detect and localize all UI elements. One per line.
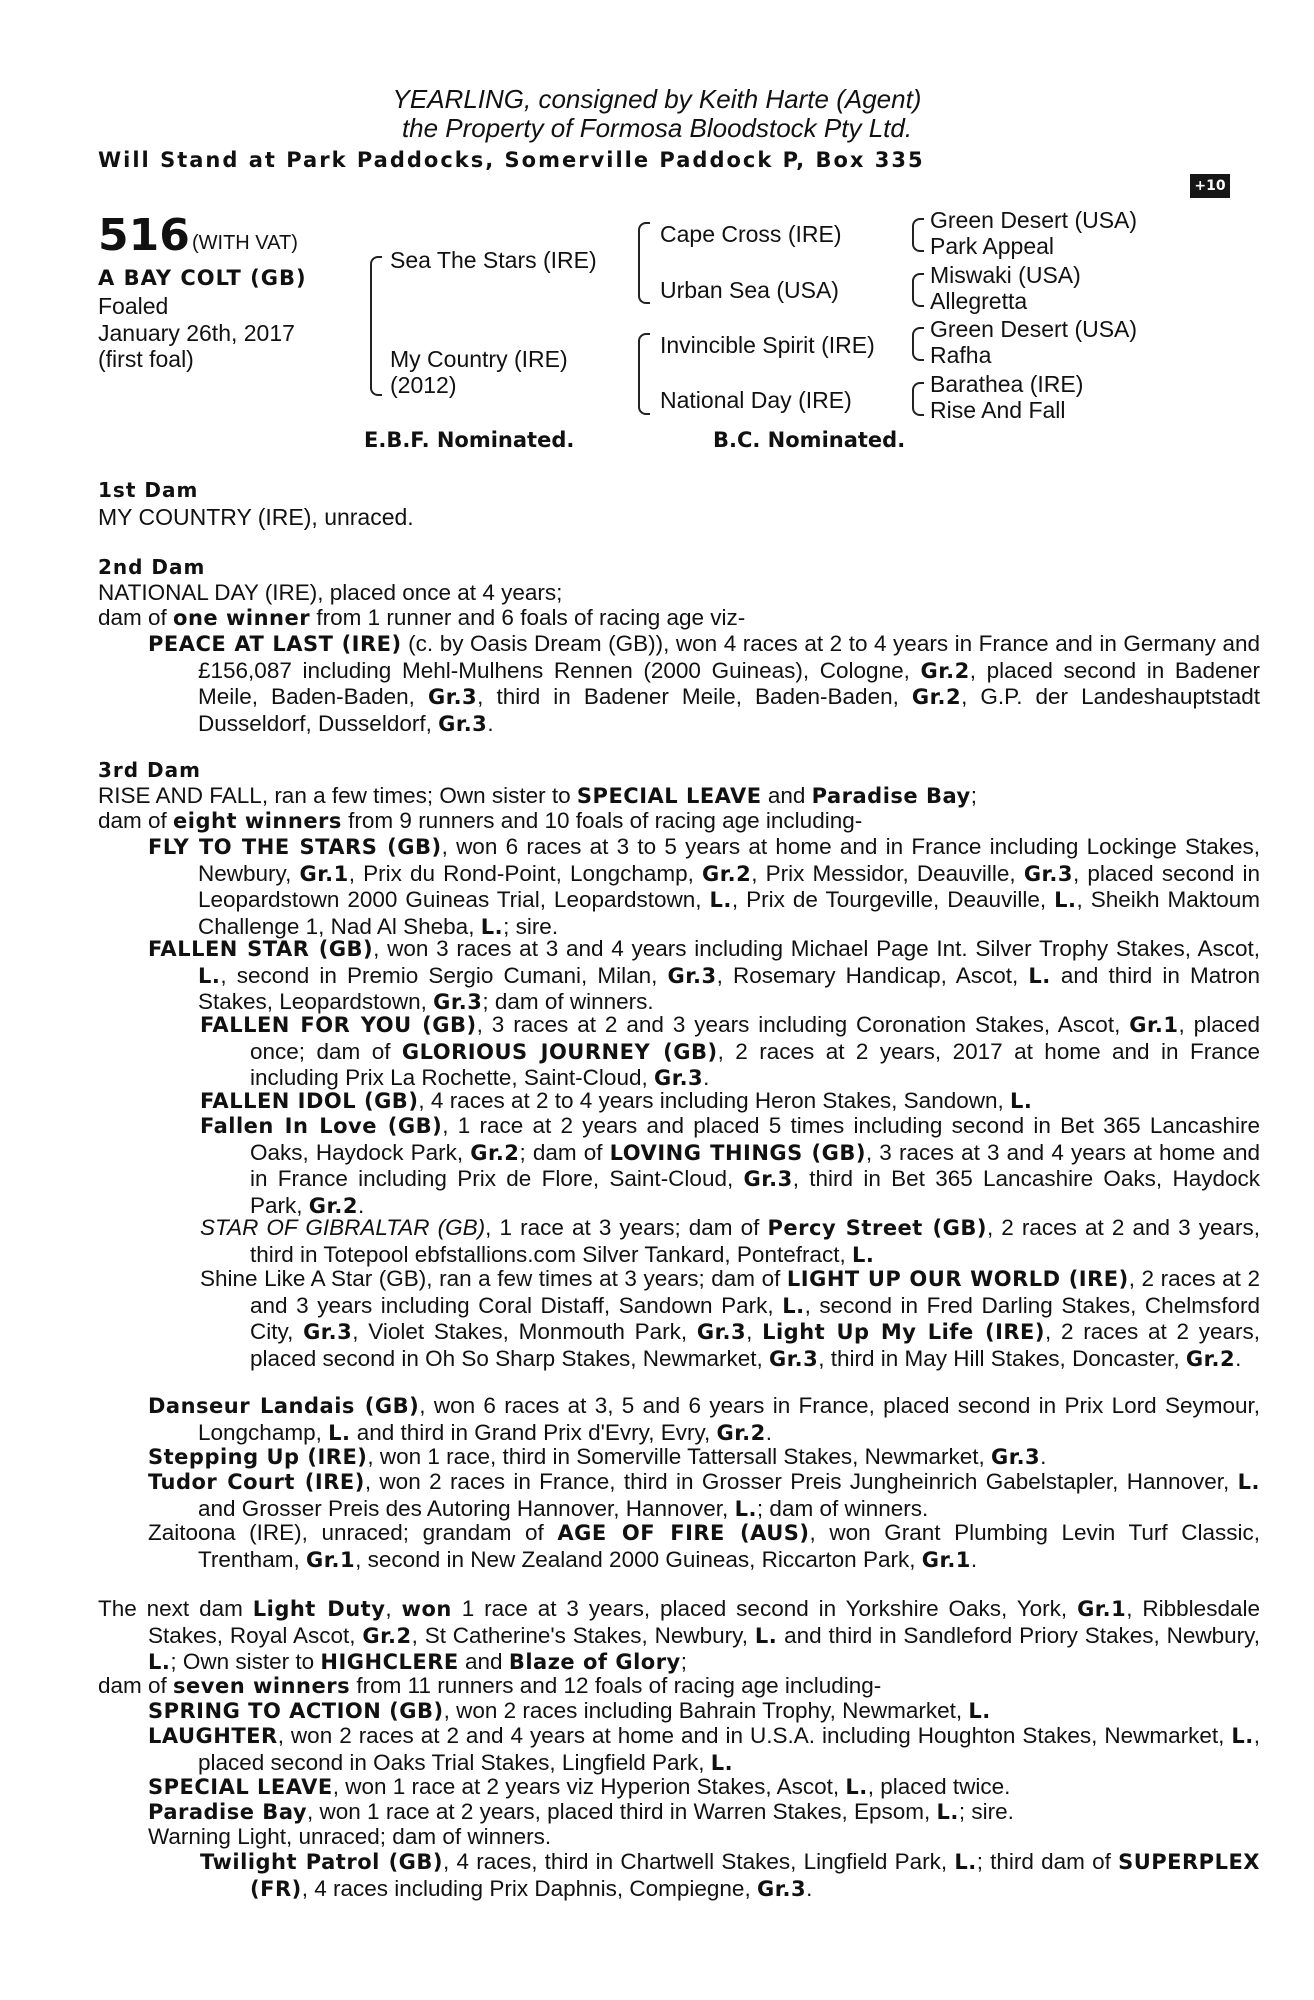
next-dam-intro: The next dam Light Duty, won 1 race at 3 years, placed second in Yorkshire Oaks, York, Gr.1, Ribblesdale Stakes, Royal Ascot, Gr.2, St Catherine's Stakes, Newbury, L. and third in Sandleford Priory Stakes, Newbury, L.; Own sister to HIGHCLERE and Blaze of Glory; <box>98 1596 1260 1674</box>
pedigree-brace-2 <box>638 222 650 304</box>
second-dam-intro: NATIONAL DAY (IRE), placed once at 4 years; <box>98 580 563 605</box>
ggp-8: Rise And Fall <box>930 397 1066 423</box>
dam: My Country (IRE) <box>390 346 568 372</box>
entry-fallen-in-love: Fallen In Love (GB), 1 race at 2 years and placed 5 times including second in Bet 365 Lancashire Oaks, Haydock Park, Gr.2; dam of LOVING THINGS (GB), 3 races at 3 and 4 years at home and in France including Prix de Flore, Saint-Cloud, Gr.3, third in Bet 365 Lancashire Oaks, Haydock Park, Gr.2. <box>200 1113 1260 1218</box>
dam-sire: Invincible Spirit (IRE) <box>660 332 875 358</box>
entry-fallen-for-you: FALLEN FOR YOU (GB), 3 races at 2 and 3 years including Coronation Stakes, Ascot, Gr.1, placed once; dam of GLORIOUS JOURNEY (GB), 2 races at 2 years, 2017 at home and in France including Prix La Rochette, Saint-Cloud, Gr.3. <box>200 1012 1260 1090</box>
pedigree-brace-1 <box>370 256 382 396</box>
ebf-nominated: E.B.F. Nominated. <box>364 428 575 452</box>
entry-laughter: LAUGHTER, won 2 races at 2 and 4 years at home and in U.S.A. including Houghton Stakes, Newmarket, L., placed second in Oaks Trial Stakes, Lingfield Park, L. <box>148 1723 1260 1775</box>
entry-twilight-patrol: Twilight Patrol (GB), 4 races, third in Chartwell Stakes, Lingfield Park, L.; third dam of SUPERPLEX (FR), 4 races including Prix Daphnis, Compiegne, Gr.3. <box>200 1849 1260 1901</box>
third-dam-heading: 3rd Dam <box>98 758 201 782</box>
entry-shine-like-a-star: Shine Like A Star (GB), ran a few times at 3 years; dam of LIGHT UP OUR WORLD (IRE), 2 races at 2 and 3 years including Coral Distaff, Sandown Park, L., second in Fred Darling Stakes, Chelmsford City, Gr.3, Violet Stakes, Monmouth Park, Gr.3, Light Up My Life (IRE), 2 races at 2 years, placed second in Oh So Sharp Stakes, Newmarket, Gr.3, third in May Hill Stakes, Doncaster, Gr.2. <box>200 1266 1260 1371</box>
pedigree-brace-6 <box>912 327 924 361</box>
first-dam-text: MY COUNTRY (IRE), unraced. <box>98 504 414 530</box>
second-dam-heading: 2nd Dam <box>98 555 206 579</box>
sire-sire: Cape Cross (IRE) <box>660 221 842 247</box>
foaled-label: Foaled <box>98 293 169 319</box>
ggp-7: Barathea (IRE) <box>930 371 1084 397</box>
second-dam-dam-of: dam of one winner from 1 runner and 6 foals of racing age viz- <box>98 605 746 630</box>
third-dam-intro: RISE AND FALL, ran a few times; Own sister to SPECIAL LEAVE and Paradise Bay; <box>98 783 977 808</box>
header-line-3: Will Stand at Park Paddocks, Somerville Paddock P, Box 335 <box>98 148 925 172</box>
pedigree-brace-3 <box>638 333 650 415</box>
entry-fallen-star: FALLEN STAR (GB), won 3 races at 3 and 4 years including Michael Page Int. Silver Trophy Stakes, Ascot, L., second in Premio Sergio Cumani, Milan, Gr.3, Rosemary Handicap, Ascot, L. and third in Matron Stakes, Leopardstown, Gr.3; dam of winners. <box>148 936 1260 1014</box>
badge: +10 <box>1190 174 1230 198</box>
lot-number: 516 <box>98 210 190 261</box>
entry-paradise-bay: Paradise Bay, won 1 race at 2 years, placed third in Warren Stakes, Epsom, L.; sire. <box>148 1799 1014 1824</box>
ggp-2: Park Appeal <box>930 233 1055 259</box>
entry-fly-to-the-stars: FLY TO THE STARS (GB), won 6 races at 3 to 5 years at home and in France including Lockinge Stakes, Newbury, Gr.1, Prix du Rond-Point, Longchamp, Gr.2, Prix Messidor, Deauville, Gr.3, placed second in Leopardstown 2000 Guineas Trial, Leopardstown, L., Prix de Tourgeville, Deauville, L., Sheikh Maktoum Challenge 1, Nad Al Sheba, L.; sire. <box>148 834 1261 939</box>
entry-spring-to-action: SPRING TO ACTION (GB), won 2 races including Bahrain Trophy, Newmarket, L. <box>148 1698 991 1723</box>
ggp-6: Rafha <box>930 342 992 368</box>
vat-note: (WITH VAT) <box>192 232 298 254</box>
sire-dam: Urban Sea (USA) <box>660 277 839 303</box>
pedigree-brace-4 <box>912 218 924 252</box>
entry-fallen-idol: FALLEN IDOL (GB), 4 races at 2 to 4 years including Heron Stakes, Sandown, L. <box>200 1088 1033 1113</box>
header-line-1: YEARLING, consigned by Keith Harte (Agent) <box>392 84 922 114</box>
entry-zaitoona: Zaitoona (IRE), unraced; grandam of AGE OF FIRE (AUS), won Grant Plumbing Levin Turf Classic, Trentham, Gr.1, second in New Zealand 2000 Guineas, Riccarton Park, Gr.1. <box>148 1520 1260 1572</box>
dam-year: (2012) <box>390 372 457 398</box>
first-dam-heading: 1st Dam <box>98 478 199 502</box>
lot-description: A BAY COLT (GB) <box>98 266 307 290</box>
ggp-4: Allegretta <box>930 288 1028 314</box>
ggp-1: Green Desert (USA) <box>930 207 1138 233</box>
ggp-5: Green Desert (USA) <box>930 316 1138 342</box>
header-line-2: the Property of Formosa Bloodstock Pty Ltd. <box>401 113 913 143</box>
entry-star-of-gibraltar: STAR OF GIBRALTAR (GB), 1 race at 3 years; dam of Percy Street (GB), 2 races at 2 and 3 years, third in Totepool ebfstallions.com Silver Tankard, Pontefract, L. <box>200 1215 1260 1267</box>
pedigree-brace-7 <box>912 382 924 416</box>
entry-peace-at-last: PEACE AT LAST (IRE) (c. by Oasis Dream (GB)), won 4 races at 2 to 4 years in France and in Germany and £156,087 including Mehl-Mulhens Rennen (2000 Guineas), Cologne, Gr.2, placed second in Badener Meile, Baden-Baden, Gr.3, third in Badener Meile, Baden-Baden, Gr.2, G.P. der Landeshauptstadt Dusseldorf, Dusseldorf, Gr.3. <box>148 631 1260 736</box>
entry-special-leave: SPECIAL LEAVE, won 1 race at 2 years viz Hyperion Stakes, Ascot, L., placed twice. <box>148 1774 1011 1799</box>
sire: Sea The Stars (IRE) <box>390 247 597 273</box>
entry-danseur-landais: Danseur Landais (GB), won 6 races at 3, 5 and 6 years in France, placed second in Prix Lord Seymour, Longchamp, L. and third in Grand Prix d'Evry, Evry, Gr.2. <box>148 1393 1260 1445</box>
entry-stepping-up: Stepping Up (IRE), won 1 race, third in Somerville Tattersall Stakes, Newmarket, Gr.3. <box>148 1444 1047 1469</box>
third-dam-dam-of: dam of eight winners from 9 runners and 10 foals of racing age including- <box>98 808 863 833</box>
entry-tudor-court: Tudor Court (IRE), won 2 races in France, third in Grosser Preis Jungheinrich Gabelstapler, Hannover, L. and Grosser Preis des Autoring Hannover, Hannover, L.; dam of winners. <box>148 1469 1260 1521</box>
bc-nominated: B.C. Nominated. <box>713 428 906 452</box>
pedigree-brace-5 <box>912 273 924 307</box>
foaled-date: January 26th, 2017 <box>98 320 295 346</box>
next-dam-dam-of: dam of seven winners from 11 runners and 12 foals of racing age including- <box>98 1673 882 1698</box>
ggp-3: Miswaki (USA) <box>930 262 1081 288</box>
entry-warning-light: Warning Light, unraced; dam of winners. <box>148 1824 552 1849</box>
dam-dam: National Day (IRE) <box>660 387 852 413</box>
foal-note: (first foal) <box>98 346 194 372</box>
